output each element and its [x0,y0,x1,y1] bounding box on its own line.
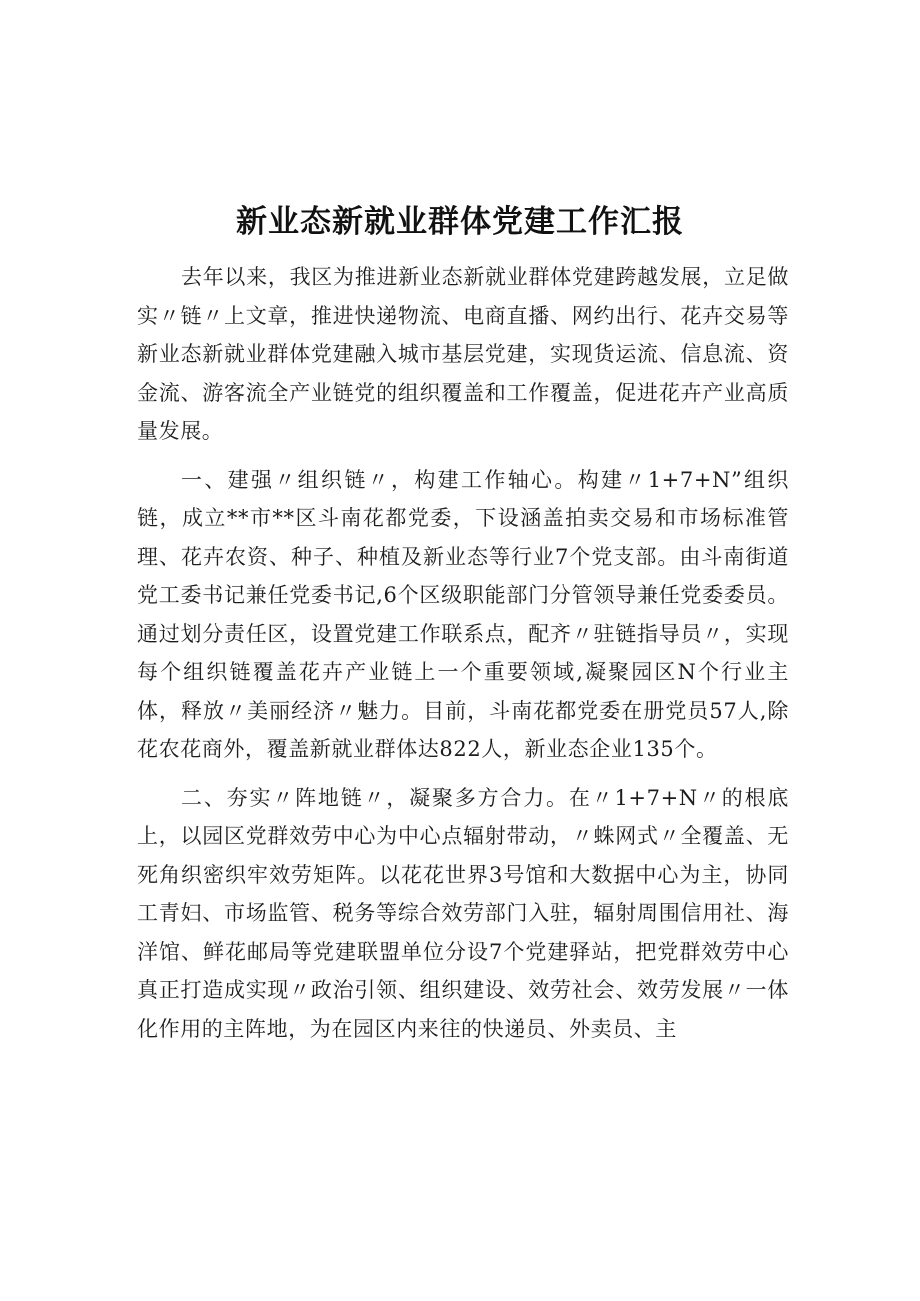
paragraph-section-2: 二、夯实〃阵地链〃，凝聚多方合力。在〃1+7+N〃的根底上，以园区党群效劳中心为中心点辐射带动，〃蛛网式〃全覆盖、无死角织密织牢效劳矩阵。以花花世界3号馆和大数据中心为主，协同工青妇、市场监管、税务等综合效劳部门入驻，辐射周围信用社、海洋馆、鲜花邮局等党建联盟单位分设7个党建驿站，把党群效劳中心真正打造成实现〃政治引领、组织建设、效劳社会、效劳发展〃一体化作用的主阵地，为在园区内来往的快递员、外卖员、主 [137,785,789,1041]
document-body [137,258,789,1058]
paragraph-section-1: 一、建强〃组织链〃，构建工作轴心。构建〃1+7+N”组织链，成立**市**区斗南花都党委，下设涵盖拍卖交易和市场标准管理、花卉农资、种子、种植及新业态等行业7个党支部。由斗南街道党工委书记兼任党委书记,6个区级职能部门分管领导兼任党委委员。通过划分责任区，设置党建工作联系点，配齐〃驻链指导员〃，实现每个组织链覆盖花卉产业链上一个重要领域,凝聚园区N个行业主体，释放〃美丽经济〃魅力。目前，斗南花都党委在册党员57人,除花农花商外，覆盖新就业群体达822人，新业态企业135个。 [137,467,789,761]
document-title: 新业态新就业群体党建工作汇报 [236,204,684,240]
paragraph-intro: 去年以来，我区为推进新业态新就业群体党建跨越发展，立足做实〃链〃上文章，推进快递物流、电商直播、网约出行、花卉交易等新业态新就业群体党建融入城市基层党建，实现货运流、信息流、资金流、游客流全产业链党的组织覆盖和工作覆盖，促进花卉产业高质量发展。 [137,265,789,443]
